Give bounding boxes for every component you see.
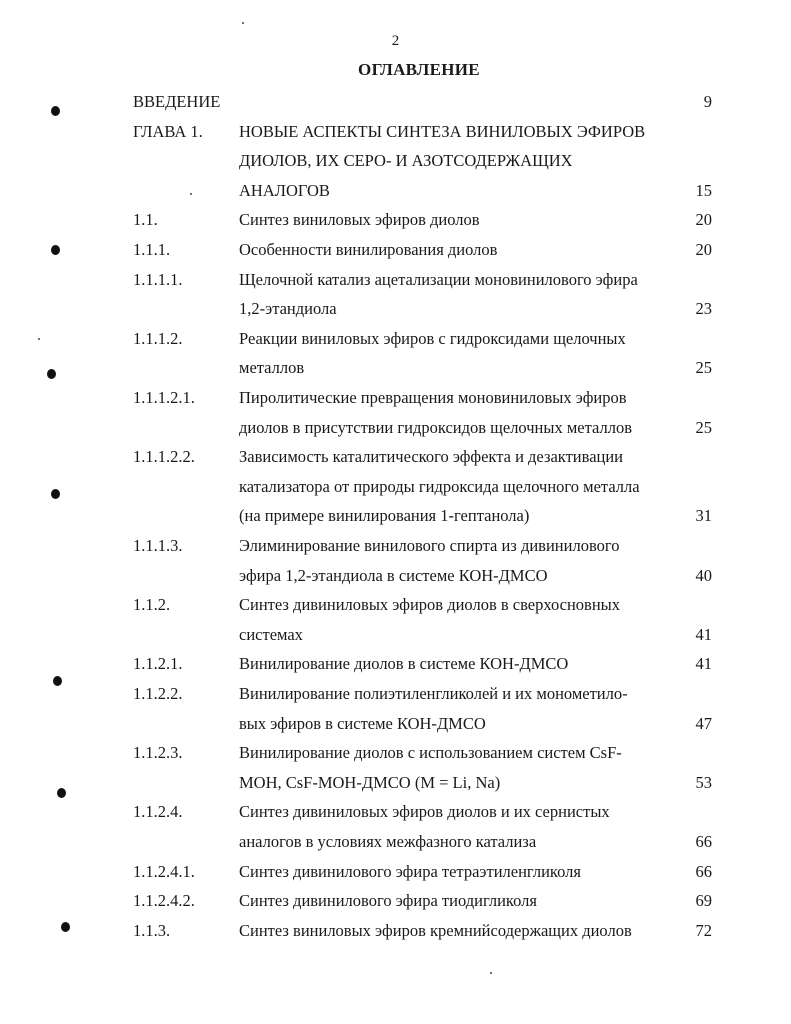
toc-entry-number: 1.1.1.	[133, 240, 171, 259]
toc-entry-title-line: 1,2-этандиола	[239, 299, 337, 318]
toc-entry-title-line: системах	[239, 625, 303, 644]
toc-entry-page: 47	[695, 714, 712, 733]
toc-entry-page: 53	[695, 773, 712, 792]
toc-entry-title-line: Синтез виниловых эфиров кремнийсодержащих диолов	[239, 921, 632, 940]
binder-hole-mark	[53, 676, 62, 686]
toc-entry-title-line: АНАЛОГОВ	[239, 181, 330, 200]
toc-entry-page: 41	[695, 654, 712, 673]
toc-entry-page: 41	[695, 625, 712, 644]
toc-entry-page: 69	[695, 891, 712, 910]
toc-entry-page: 20	[695, 210, 712, 229]
toc-entry-title-line: металлов	[239, 358, 305, 377]
toc-entry-title-line: МОН, CsF-МОН-ДМСО (М = Li, Na)	[239, 773, 501, 792]
toc-entry-number: ГЛАВА 1.	[133, 122, 203, 141]
toc-entry-title-line: Пиролитические превращения моновиниловых эфиров	[239, 388, 627, 407]
toc-entry-page: 9	[703, 92, 712, 111]
toc-entry-number: 1.1.2.	[133, 595, 171, 614]
toc-entry-title-line: эфира 1,2-этандиола в системе КОН-ДМСО	[239, 566, 548, 585]
toc-entry-number: 1.1.2.2.	[133, 684, 183, 703]
toc-entry-title-line: Синтез дивинилового эфира тиодигликоля	[239, 891, 537, 910]
toc-entry-title-line: Щелочной катализ ацетализации моновинилового эфира	[239, 270, 638, 289]
toc-entry-number: 1.1.3.	[133, 921, 171, 940]
binder-hole-mark	[51, 245, 60, 255]
binder-hole-mark	[51, 106, 60, 116]
toc-entry-number: 1.1.1.2.2.	[133, 447, 195, 466]
toc-entry-title-line: вых эфиров в системе КОН-ДМСО	[239, 714, 486, 733]
toc-entry-number: 1.1.2.4.1.	[133, 862, 195, 881]
toc-entry-page: 15	[695, 181, 712, 200]
scan-speck	[490, 972, 492, 974]
toc-entry-title-line: Зависимость каталитического эффекта и дезактивации	[239, 447, 624, 466]
toc-entry-page: 66	[695, 862, 712, 881]
scan-speck	[190, 193, 192, 195]
toc-entry-title-line: диолов в присутствии гидроксидов щелочных металлов	[239, 418, 633, 437]
toc-entry-number: 1.1.2.4.2.	[133, 891, 195, 910]
toc-entry-number: 1.1.2.3.	[133, 743, 183, 762]
toc-entry-page: 72	[695, 921, 712, 940]
toc-entry-page: 66	[695, 832, 712, 851]
binder-hole-mark	[57, 788, 66, 798]
scan-speck	[242, 22, 244, 24]
toc-entry-number: 1.1.2.4.	[133, 802, 183, 821]
toc-entry-title-line: НОВЫЕ АСПЕКТЫ СИНТЕЗА ВИНИЛОВЫХ ЭФИРОВ	[239, 122, 646, 141]
toc-entry-title-line: ДИОЛОВ, ИХ СЕРО- И АЗОТСОДЕРЖАЩИХ	[239, 151, 573, 170]
toc-entry-title-line: катализатора от природы гидроксида щелочного металла	[239, 477, 640, 496]
toc-entry-title-line: Реакции виниловых эфиров с гидроксидами щелочных	[239, 329, 626, 348]
toc-entry-number: 1.1.1.2.1.	[133, 388, 195, 407]
page-title: ОГЛАВЛЕНИЕ	[358, 60, 480, 79]
toc-entry-title-line: Элиминирование винилового спирта из дивинилового	[239, 536, 620, 555]
toc-entry-title-line: Винилирование диолов в системе КОН-ДМСО	[239, 654, 569, 673]
toc-entry-number: ВВЕДЕНИЕ	[133, 92, 221, 111]
page-number: 2	[391, 33, 400, 49]
binder-hole-mark	[61, 922, 70, 932]
toc-entry-number: 1.1.1.3.	[133, 536, 183, 555]
binder-hole-mark	[47, 369, 56, 379]
toc-entry-title-line: Синтез дивиниловых эфиров диолов и их сернистых	[239, 802, 610, 821]
toc-entry-title-line: Винилирование диолов с использованием систем CsF-	[239, 743, 622, 762]
toc-entry-page: 31	[695, 506, 712, 525]
toc-entry-title-line: Синтез дивиниловых эфиров диолов в сверхосновных	[239, 595, 621, 614]
toc-entry-number: 1.1.2.1.	[133, 654, 183, 673]
toc-entry-number: 1.1.1.1.	[133, 270, 183, 289]
toc-entry-title-line: Синтез виниловых эфиров диолов	[239, 210, 480, 229]
toc-entry-number: 1.1.	[133, 210, 158, 229]
toc-entry-title-line: Винилирование полиэтиленгликолей и их монометило-	[239, 684, 628, 703]
toc-entry-title-line: Синтез дивинилового эфира тетраэтиленгликоля	[239, 862, 581, 881]
toc-entry-page: 25	[695, 418, 712, 437]
toc-entry-title-line: (на примере винилирования 1-гептанола)	[239, 506, 530, 525]
binder-hole-mark	[51, 489, 60, 499]
toc-entry-page: 25	[695, 358, 712, 377]
scan-speck	[38, 338, 40, 340]
toc-entry-title-line: Особенности винилирования диолов	[239, 240, 498, 259]
toc-entry-page: 23	[695, 299, 712, 318]
toc-entry-page: 20	[695, 240, 712, 259]
toc-entry-title-line: аналогов в условиях межфазного катализа	[239, 832, 537, 851]
toc-entry-page: 40	[695, 566, 712, 585]
toc-entry-number: 1.1.1.2.	[133, 329, 183, 348]
